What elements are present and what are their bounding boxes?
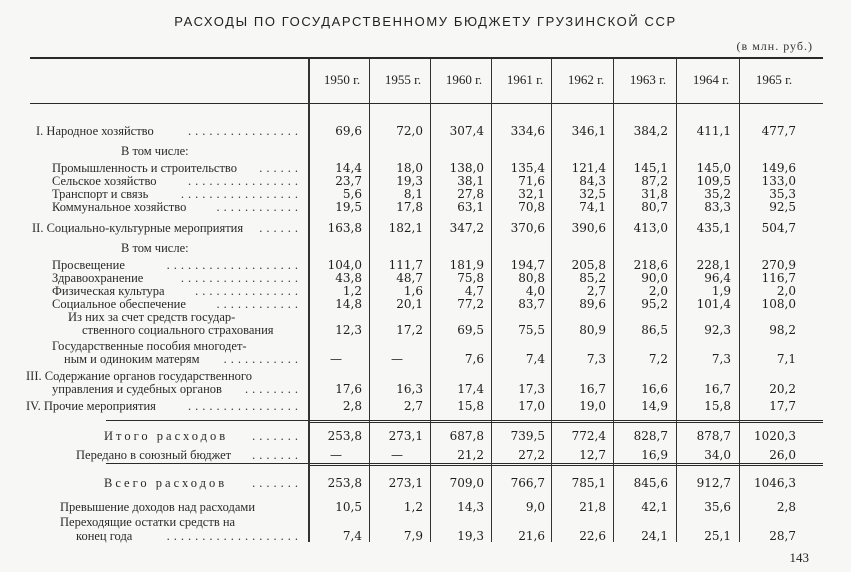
cell-value: 138,0 [449, 161, 484, 175]
row-label: III. Содержание органов государственного [26, 369, 252, 383]
cell-value: 253,8 [327, 429, 362, 443]
cell-value: 253,8 [327, 476, 362, 490]
cell-value: 16,9 [641, 448, 668, 462]
row-label: Транспорт и связь [52, 187, 149, 201]
header-bottom-rule [30, 103, 823, 104]
grand-total-top-rule [106, 463, 823, 464]
cell-value: 84,3 [579, 174, 606, 188]
cell-value: 346,1 [571, 124, 606, 138]
column-header: 1955 г. [384, 72, 422, 87]
cell-value: 181,9 [449, 258, 484, 272]
cell-value: 21,8 [579, 500, 606, 514]
cell-value: 878,7 [696, 429, 731, 443]
column-header: 1961 г. [506, 72, 544, 87]
row-label: управления и судебных органов [52, 382, 222, 396]
cell-value: 16,3 [396, 382, 423, 396]
cell-value: 5,6 [342, 187, 362, 201]
leader-dots: ....... [252, 448, 302, 462]
cell-value: 739,5 [510, 429, 545, 443]
cell-value: 145,1 [633, 161, 668, 175]
page-number: 143 [789, 550, 809, 565]
column-divider [491, 59, 492, 542]
cell-value: 218,6 [633, 258, 668, 272]
cell-value: 205,8 [571, 258, 606, 272]
column-divider [551, 59, 552, 542]
cell-value: 7,4 [525, 352, 545, 366]
cell-value: 135,4 [510, 161, 545, 175]
column-header: 1962 г. [567, 72, 605, 87]
row-label: Социальное обеспечение [52, 297, 186, 311]
row-label: Просвещение [52, 258, 125, 272]
cell-value: 7,2 [648, 352, 668, 366]
cell-value: 31,8 [641, 187, 668, 201]
cell-value: 17,3 [518, 382, 545, 396]
row-label: Физическая культура [52, 284, 165, 298]
cell-value: 7,3 [586, 352, 606, 366]
grand-total-top-rule-2 [310, 465, 823, 466]
cell-value: 15,8 [704, 399, 731, 413]
cell-value: 12,3 [335, 323, 362, 337]
cell-value: 22,6 [579, 529, 606, 543]
row-label: ственного социального страхования [82, 323, 274, 337]
column-divider [308, 59, 310, 542]
row-label: Здравоохранение [52, 271, 144, 285]
cell-value: 19,3 [457, 529, 484, 543]
row-label: Превышение доходов над расходами [60, 500, 256, 514]
cell-value: 7,3 [711, 352, 731, 366]
cell-value: 17,2 [396, 323, 423, 337]
cell-value: 32,1 [518, 187, 545, 201]
cell-value: 15,8 [457, 399, 484, 413]
cell-value: 307,4 [449, 124, 484, 138]
row-label: Государственные пособия многодет- [52, 339, 247, 353]
cell-value: 413,0 [633, 221, 668, 235]
row-label: конец года [76, 529, 133, 543]
cell-value: — [391, 352, 403, 366]
cell-value: 18,0 [396, 161, 423, 175]
cell-value: 504,7 [761, 221, 796, 235]
cell-value: 20,1 [396, 297, 423, 311]
column-header: 1965 г. [755, 72, 793, 87]
column-divider [613, 59, 614, 542]
cell-value: 19,5 [335, 200, 362, 214]
cell-value: 194,7 [510, 258, 545, 272]
cell-value: 17,7 [769, 399, 796, 413]
row-label: Из них за счет средств государ- [68, 310, 236, 324]
leader-dots: ................ [188, 399, 302, 413]
cell-value: 98,2 [769, 323, 796, 337]
cell-value: 86,5 [641, 323, 668, 337]
cell-value: 72,0 [396, 124, 423, 138]
row-label: Всего расходов [104, 476, 228, 490]
cell-value: 35,2 [704, 187, 731, 201]
cell-value: 14,3 [457, 500, 484, 514]
cell-value: 20,2 [769, 382, 796, 396]
cell-value: 766,7 [510, 476, 545, 490]
cell-value: — [330, 448, 342, 462]
cell-value: 435,1 [696, 221, 731, 235]
cell-value: 2,7 [586, 284, 606, 298]
leader-dots: ................ [188, 174, 302, 188]
leader-dots: ............... [195, 284, 302, 298]
cell-value: 149,6 [761, 161, 796, 175]
cell-value: 14,8 [335, 297, 362, 311]
column-header: 1963 г. [629, 72, 667, 87]
cell-value: 273,1 [388, 476, 423, 490]
row-label: Итого расходов [104, 429, 229, 443]
leader-dots: ...... [259, 221, 302, 235]
cell-value: 27,2 [518, 448, 545, 462]
cell-value: 90,0 [641, 271, 668, 285]
cell-value: 273,1 [388, 429, 423, 443]
leader-dots: ...... [259, 161, 302, 175]
cell-value: 21,2 [457, 448, 484, 462]
cell-value: 32,5 [579, 187, 606, 201]
cell-value: 89,6 [579, 297, 606, 311]
cell-value: 80,9 [579, 323, 606, 337]
cell-value: 2,8 [342, 399, 362, 413]
cell-value: 1,2 [342, 284, 362, 298]
cell-value: 111,7 [388, 258, 423, 272]
cell-value: 772,4 [571, 429, 606, 443]
cell-value: 75,8 [457, 271, 484, 285]
cell-value: 75,5 [518, 323, 545, 337]
cell-value: 477,7 [761, 124, 796, 138]
cell-value: 35,3 [769, 187, 796, 201]
leader-dots: ................. [180, 271, 302, 285]
cell-value: 48,7 [396, 271, 423, 285]
leader-dots: ................... [166, 258, 302, 272]
cell-value: 80,8 [518, 271, 545, 285]
column-divider [369, 59, 370, 542]
leader-dots: ........ [245, 382, 302, 396]
cell-value: 23,7 [335, 174, 362, 188]
leader-dots: ................ [188, 124, 302, 138]
cell-value: 1,2 [403, 500, 423, 514]
cell-value: 71,6 [518, 174, 545, 188]
cell-value: 83,7 [518, 297, 545, 311]
cell-value: 116,7 [761, 271, 796, 285]
cell-value: 69,6 [335, 124, 362, 138]
cell-value: 121,4 [571, 161, 606, 175]
column-header: 1964 г. [692, 72, 730, 87]
leader-dots: ................... [166, 529, 302, 543]
subheading-label: В том числе: [121, 144, 189, 158]
cell-value: 270,9 [761, 258, 796, 272]
cell-value: 845,6 [633, 476, 668, 490]
row-label: II. Социально-культурные мероприятия [32, 221, 244, 235]
cell-value: 4,0 [525, 284, 545, 298]
table-top-rule [30, 57, 823, 59]
cell-value: 17,8 [396, 200, 423, 214]
cell-value: 24,1 [641, 529, 668, 543]
cell-value: 108,0 [761, 297, 796, 311]
cell-value: 92,5 [769, 200, 796, 214]
row-label: I. Народное хозяйство [36, 124, 154, 138]
cell-value: 101,4 [696, 297, 731, 311]
cell-value: 7,4 [342, 529, 362, 543]
cell-value: 370,6 [510, 221, 545, 235]
page-title: РАСХОДЫ ПО ГОСУДАРСТВЕННОМУ БЮДЖЕТУ ГРУЗИНСКОЙ ССР [174, 14, 677, 29]
column-divider [739, 59, 740, 542]
leader-dots: ............ [216, 200, 302, 214]
total-top-rule-2 [310, 422, 823, 423]
cell-value: 92,3 [704, 323, 731, 337]
row-label: Сельское хозяйство [52, 174, 157, 188]
cell-value: 35,6 [704, 500, 731, 514]
cell-value: 38,1 [457, 174, 484, 188]
cell-value: 2,7 [403, 399, 423, 413]
cell-value: 7,1 [776, 352, 796, 366]
cell-value: 77,2 [457, 297, 484, 311]
cell-value: 228,1 [696, 258, 731, 272]
cell-value: 828,7 [633, 429, 668, 443]
cell-value: 133,0 [761, 174, 796, 188]
cell-value: 4,7 [464, 284, 484, 298]
cell-value: 28,7 [769, 529, 796, 543]
cell-value: 19,3 [396, 174, 423, 188]
cell-value: 69,5 [457, 323, 484, 337]
cell-value: 43,8 [335, 271, 362, 285]
cell-value: 80,7 [641, 200, 668, 214]
cell-value: 17,0 [518, 399, 545, 413]
cell-value: 74,1 [579, 200, 606, 214]
cell-value: 709,0 [449, 476, 484, 490]
cell-value: — [330, 352, 342, 366]
cell-value: 17,4 [457, 382, 484, 396]
column-header: 1960 г. [445, 72, 483, 87]
leader-dots: ....... [252, 429, 302, 443]
cell-value: 63,1 [457, 200, 484, 214]
cell-value: 411,1 [696, 124, 731, 138]
cell-value: 16,7 [579, 382, 606, 396]
cell-value: 1,9 [711, 284, 731, 298]
row-label: Коммунальное хозяйство [52, 200, 187, 214]
cell-value: 384,2 [633, 124, 668, 138]
leader-dots: ....... [252, 476, 302, 490]
cell-value: 25,1 [704, 529, 731, 543]
cell-value: 7,6 [464, 352, 484, 366]
cell-value: 17,6 [335, 382, 362, 396]
cell-value: 2,8 [776, 500, 796, 514]
cell-value: 1046,3 [754, 476, 796, 490]
cell-value: 42,1 [641, 500, 668, 514]
cell-value: 70,8 [518, 200, 545, 214]
cell-value: 12,7 [579, 448, 606, 462]
column-divider [430, 59, 431, 542]
cell-value: 785,1 [571, 476, 606, 490]
row-label: Передано в союзный бюджет [76, 448, 232, 462]
cell-value: 182,1 [388, 221, 423, 235]
row-label: ным и одиноким матерям [64, 352, 200, 366]
cell-value: 87,2 [641, 174, 668, 188]
cell-value: 390,6 [571, 221, 606, 235]
cell-value: 163,8 [327, 221, 362, 235]
total-top-rule [106, 420, 823, 421]
cell-value: 14,9 [641, 399, 668, 413]
cell-value: 26,0 [769, 448, 796, 462]
cell-value: 14,4 [335, 161, 362, 175]
cell-value: 347,2 [449, 221, 484, 235]
cell-value: 95,2 [641, 297, 668, 311]
cell-value: 687,8 [449, 429, 484, 443]
leader-dots: ........... [223, 352, 302, 366]
cell-value: 85,2 [579, 271, 606, 285]
cell-value: 145,0 [696, 161, 731, 175]
cell-value: 34,0 [704, 448, 731, 462]
column-header: 1950 г. [323, 72, 361, 87]
row-label: Переходящие остатки средств на [60, 515, 236, 529]
column-divider [676, 59, 677, 542]
cell-value: 1020,3 [754, 429, 796, 443]
cell-value: 2,0 [648, 284, 668, 298]
cell-value: 83,3 [704, 200, 731, 214]
cell-value: 109,5 [696, 174, 731, 188]
cell-value: 7,9 [403, 529, 423, 543]
cell-value: 2,0 [776, 284, 796, 298]
cell-value: 9,0 [525, 500, 545, 514]
cell-value: 104,0 [327, 258, 362, 272]
cell-value: — [391, 448, 403, 462]
cell-value: 334,6 [510, 124, 545, 138]
cell-value: 19,0 [579, 399, 606, 413]
cell-value: 27,8 [457, 187, 484, 201]
subheading-label: В том числе: [121, 241, 189, 255]
row-label: Промышленность и строительство [52, 161, 237, 175]
cell-value: 8,1 [403, 187, 423, 201]
leader-dots: ............ [216, 297, 302, 311]
cell-value: 912,7 [696, 476, 731, 490]
cell-value: 16,6 [641, 382, 668, 396]
units-note: (в млн. руб.) [736, 39, 813, 53]
leader-dots: ................. [180, 187, 302, 201]
cell-value: 16,7 [704, 382, 731, 396]
cell-value: 10,5 [335, 500, 362, 514]
cell-value: 21,6 [518, 529, 545, 543]
row-label: IV. Прочие мероприятия [26, 399, 156, 413]
cell-value: 96,4 [704, 271, 731, 285]
cell-value: 1,6 [403, 284, 423, 298]
